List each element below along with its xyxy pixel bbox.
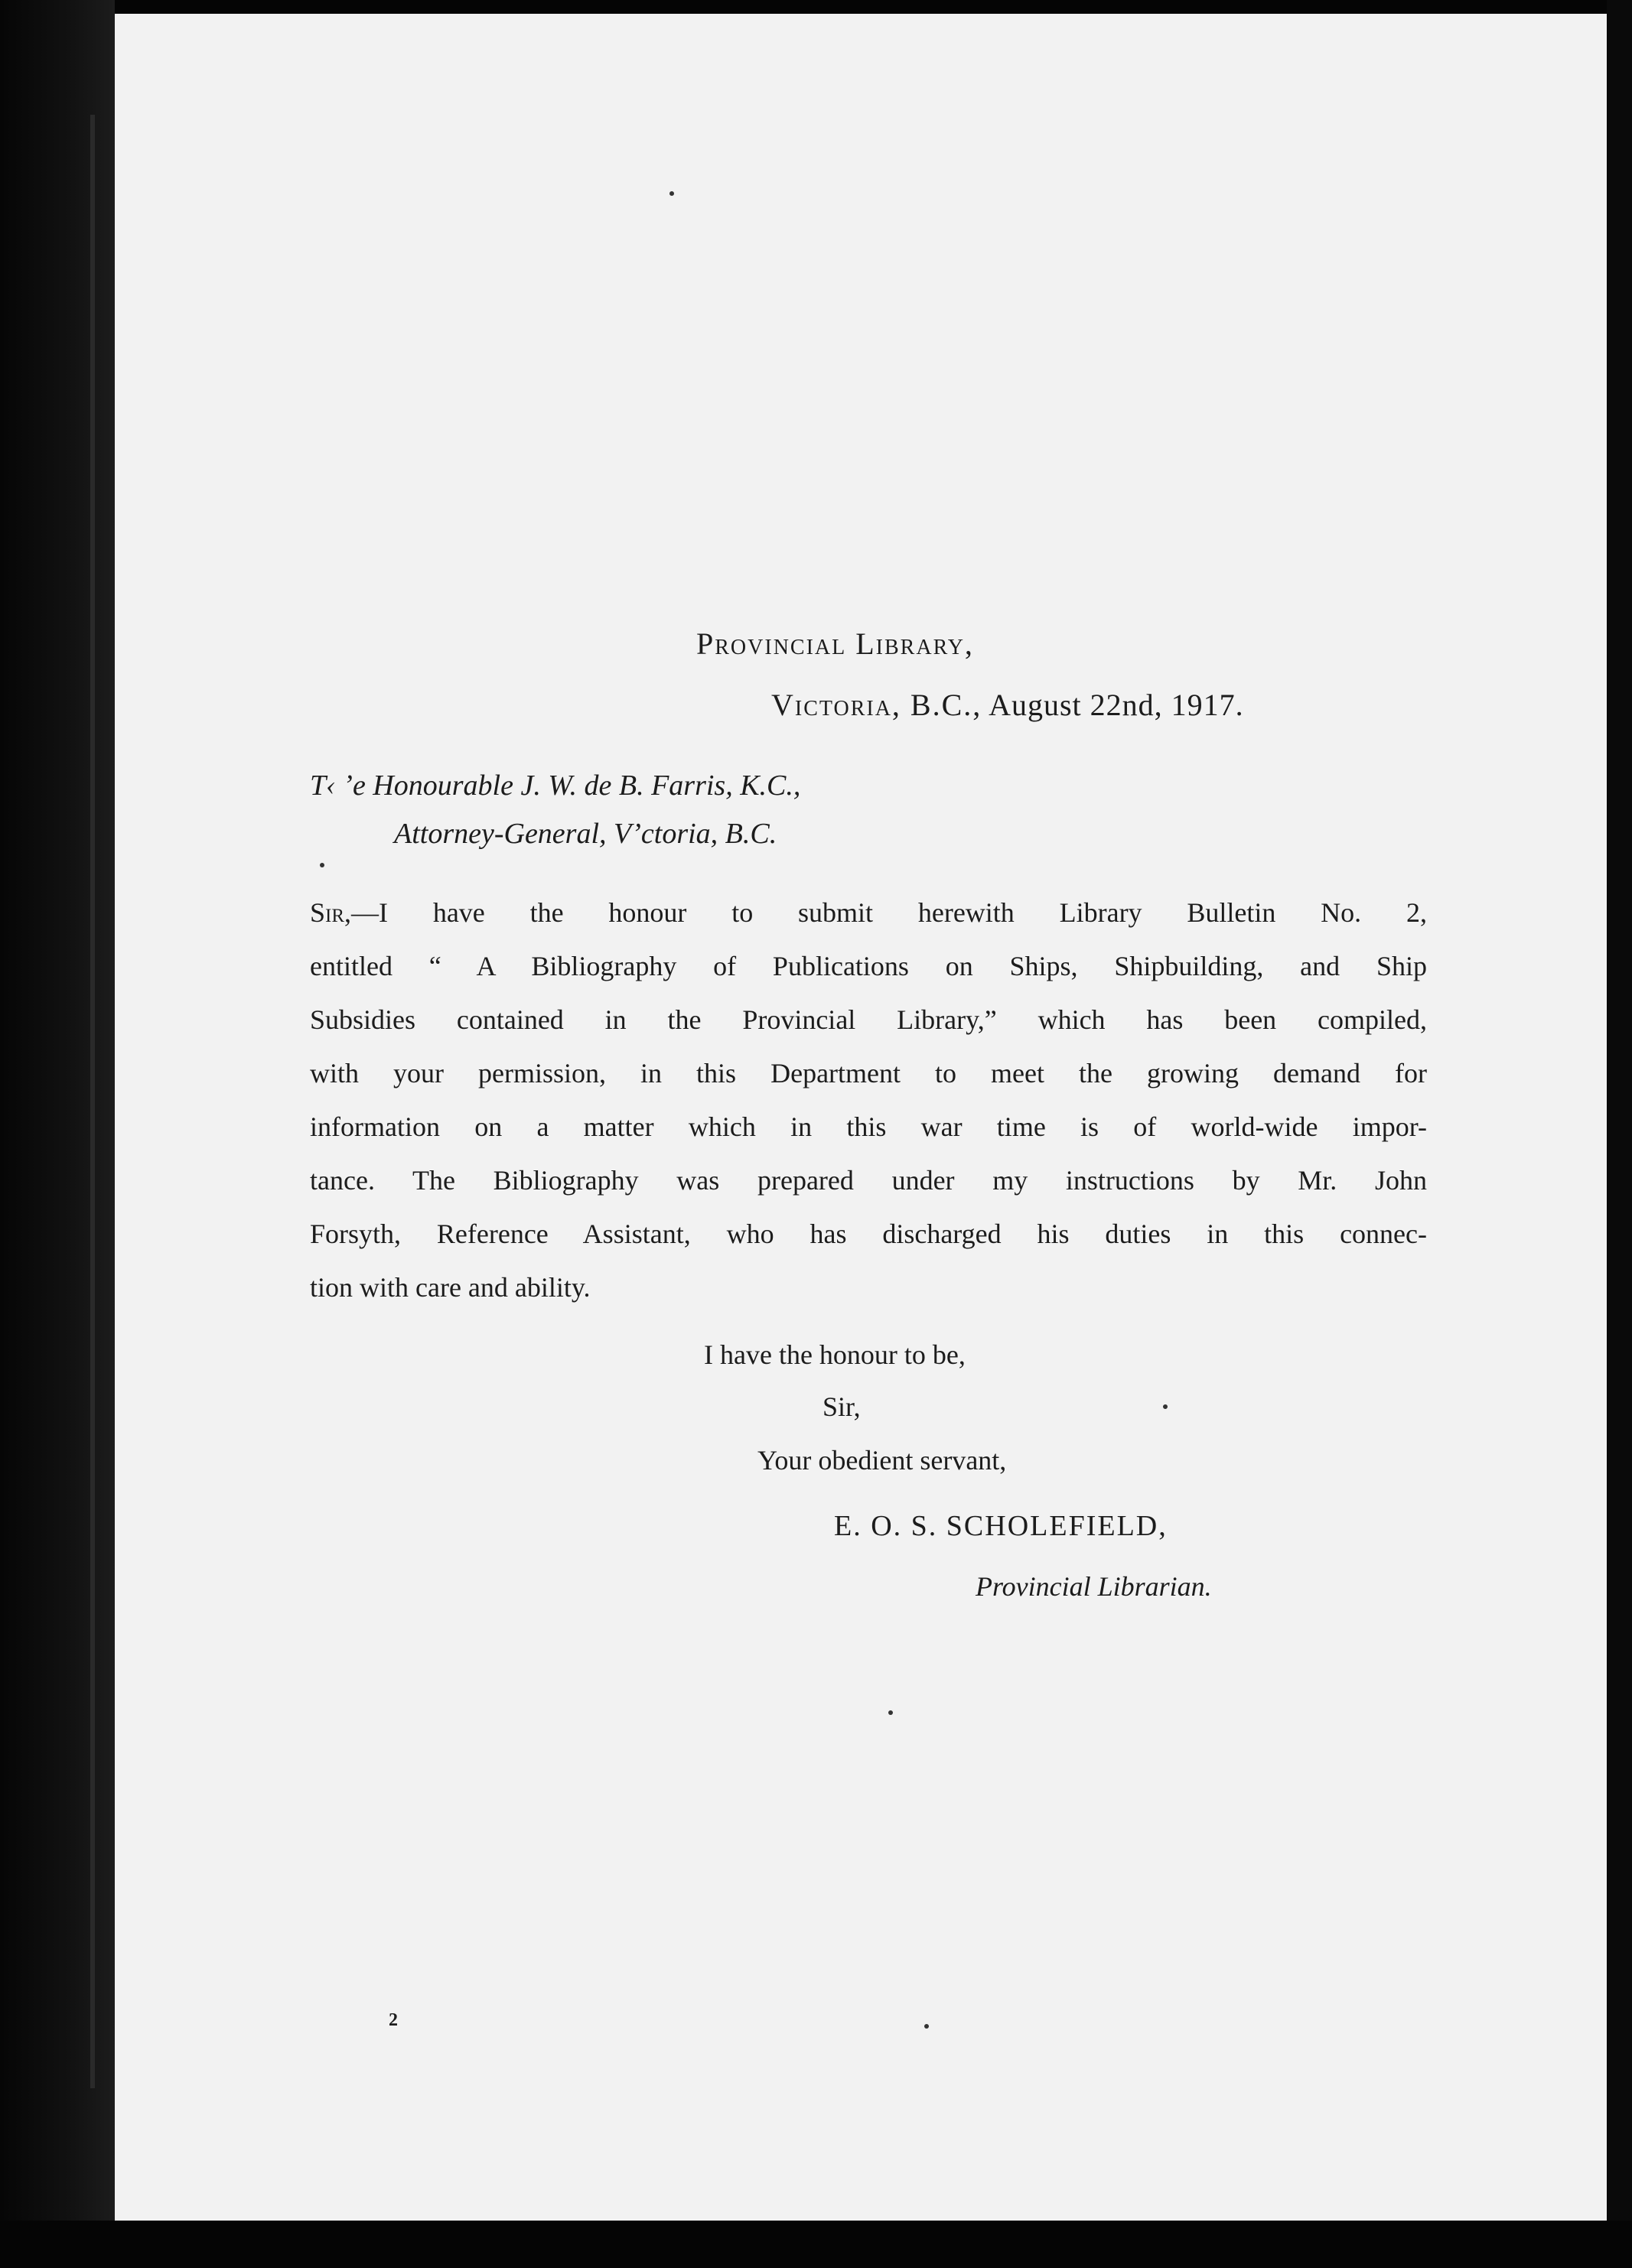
scan-right-border	[1607, 0, 1632, 2268]
signatory-title: Provincial Librarian.	[976, 1571, 1212, 1602]
body-line: entitled “ A Bibliography of Publications on Ships, Shipbuilding, and Ship	[310, 951, 1427, 981]
scan-speck	[669, 191, 674, 196]
binding-edge	[90, 115, 95, 2088]
closing-line: I have the honour to be,	[704, 1339, 966, 1370]
body-line-text: —I have the honour to submit herewith Library Bulletin No. 2,	[351, 897, 1427, 928]
scan-bottom-border	[0, 2221, 1632, 2268]
letter-body	[310, 886, 1427, 1314]
body-line: tion with care and ability.	[310, 1272, 591, 1303]
signatory-name: E. O. S. SCHOLEFIELD,	[834, 1510, 1168, 1542]
addressee-title: Attorney-General, V’ctoria, B.C.	[394, 818, 777, 850]
scan-top-border	[0, 0, 1632, 14]
scan-speck	[888, 1710, 893, 1715]
scan-speck	[924, 2024, 929, 2029]
body-line: tance. The Bibliography was prepared under my instructions by Mr. John	[310, 1165, 1427, 1196]
addressee-name: T‹ ʼe Honourable J. W. de B. Farris, K.C.,	[310, 770, 801, 802]
body-line: Forsyth, Reference Assistant, who has discharged his duties in this connec-	[310, 1219, 1427, 1249]
body-line	[310, 886, 1427, 939]
letter-date: August 22nd, 1917.	[989, 688, 1244, 722]
closing-salutation: Sir,	[823, 1391, 861, 1422]
scan-speck	[320, 863, 324, 867]
letterhead-place: Victoria, B.C.,	[771, 688, 982, 722]
closing-servant: Your obedient servant,	[757, 1445, 1007, 1476]
salutation: Sir,	[310, 897, 352, 928]
document-page	[115, 14, 1607, 2221]
body-line: with your permission, in this Department to meet the growing demand for	[310, 1058, 1427, 1088]
letterhead-institution: Provincial Library,	[696, 626, 974, 661]
body-line: Subsidies contained in the Provincial Library,” which has been compiled,	[310, 1004, 1427, 1035]
letterhead-place-date	[771, 687, 1244, 723]
scan-speck	[1163, 1404, 1168, 1409]
page-number: 2	[389, 2010, 398, 2030]
body-line: information on a matter which in this war time is of world-wide impor-	[310, 1111, 1427, 1142]
scan-left-border	[0, 0, 115, 2268]
